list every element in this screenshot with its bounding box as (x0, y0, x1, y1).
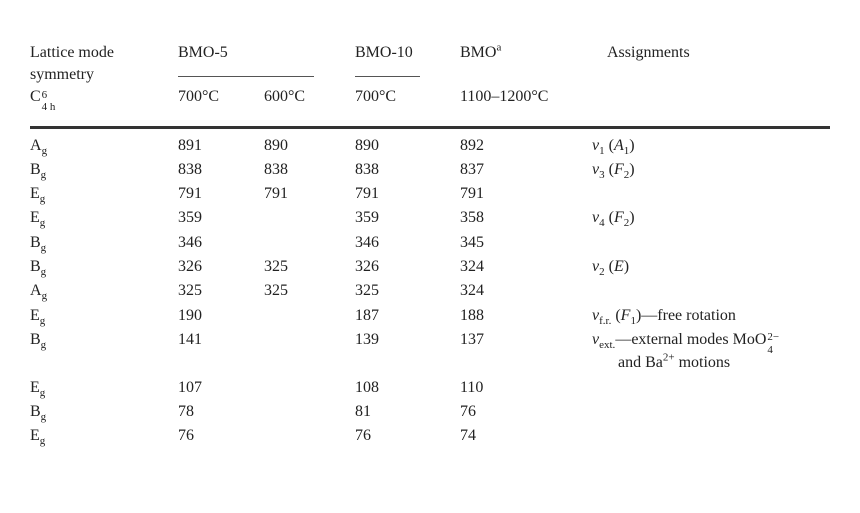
bmo10-underline (355, 76, 420, 77)
cell-v3: 791 (355, 185, 379, 202)
row-mode: $E_g$ (30, 307, 46, 328)
cell-v2: 838 (264, 161, 288, 178)
assign-nu3: $\nu_3$ $(F_2)$ (592, 161, 635, 182)
header-temp-600-bmo5: 600°C (264, 88, 306, 105)
cell-v4: 74 (460, 427, 476, 444)
cell-v4: 324 (460, 258, 484, 275)
cell-v4: 110 (460, 379, 484, 396)
cell-v4: 76 (460, 403, 476, 420)
row-mode: $B_g$ (30, 403, 47, 424)
cell-v4: 358 (460, 209, 484, 226)
cell-v2: 890 (264, 137, 288, 154)
row-mode: $E_g$ (30, 209, 46, 230)
row-mode: $B_g$ (30, 234, 47, 255)
cell-v3: 838 (355, 161, 379, 178)
cell-v4: 791 (460, 185, 484, 202)
cell-v1: 326 (178, 258, 202, 275)
cell-v1: 791 (178, 185, 202, 202)
header-temp-range: 1100–1200°C (460, 88, 549, 105)
cell-v3: 359 (355, 209, 379, 226)
row-mode: $B_g$ (30, 331, 47, 352)
cell-v4: 345 (460, 234, 484, 251)
cell-v2: 325 (264, 282, 288, 299)
cell-v3: 187 (355, 307, 379, 324)
cell-v4: 137 (460, 331, 484, 348)
cell-v4: 892 (460, 137, 484, 154)
assign-nu1: $\nu_1$ $(A_1)$ (592, 137, 635, 158)
cell-v1: 141 (178, 331, 202, 348)
cell-v4: 324 (460, 282, 484, 299)
row-mode: $B_g$ (30, 161, 47, 182)
header-temp-700-bmo10: 700°C (355, 88, 397, 105)
row-mode: $E_g$ (30, 379, 46, 400)
header-bmo-a: BMO$^a$ (460, 41, 502, 61)
cell-v3: 346 (355, 234, 379, 251)
row-mode: $A_g$ (30, 137, 48, 158)
cell-v2: 791 (264, 185, 288, 202)
header-temp-700-bmo5: 700°C (178, 88, 220, 105)
cell-v3: 326 (355, 258, 379, 275)
row-mode: $E_g$ (30, 427, 46, 448)
cell-v1: 190 (178, 307, 202, 324)
cell-v4: 837 (460, 161, 484, 178)
cell-v1: 76 (178, 427, 194, 444)
assign-nu2: $\nu_2$ (E) (592, 258, 630, 279)
row-mode: $A_g$ (30, 282, 48, 303)
cell-v1: 346 (178, 234, 202, 251)
assign-ba-motions: and $Ba^{2+}$ motions (618, 351, 731, 371)
cell-v2: 325 (264, 258, 288, 275)
row-mode: $B_g$ (30, 258, 47, 279)
cell-v3: 108 (355, 379, 379, 396)
cell-v3: 325 (355, 282, 379, 299)
assign-free-rotation: $\nu_{f.r.}$ $(F_1)—free$ rotation (592, 307, 736, 328)
cell-v1: 891 (178, 137, 202, 154)
header-lattice-mode: Lattice mode (30, 44, 114, 61)
cell-v3: 76 (355, 427, 371, 444)
cell-v1: 359 (178, 209, 202, 226)
cell-v1: 78 (178, 403, 194, 420)
header-assignments: Assignments (607, 44, 690, 61)
cell-v1: 838 (178, 161, 202, 178)
cell-v3: 890 (355, 137, 379, 154)
bmo5-underline (178, 76, 314, 77)
header-rule (30, 126, 830, 129)
cell-v1: 325 (178, 282, 202, 299)
header-point-group: C 6 4 h (30, 88, 56, 113)
assign-external-modes: $\nu_{ext.}—external$ modes MoO 2− 4 (592, 331, 780, 356)
header-bmo5: BMO-5 (178, 44, 228, 61)
header-symmetry: symmetry (30, 66, 94, 83)
assign-nu4: $\nu_4$ $(F_2)$ (592, 209, 635, 230)
cell-v1: 107 (178, 379, 202, 396)
cell-v3: 81 (355, 403, 371, 420)
row-mode: $E_g$ (30, 185, 46, 206)
header-bmo10: BMO-10 (355, 44, 413, 61)
cell-v4: 188 (460, 307, 484, 324)
cell-v3: 139 (355, 331, 379, 348)
